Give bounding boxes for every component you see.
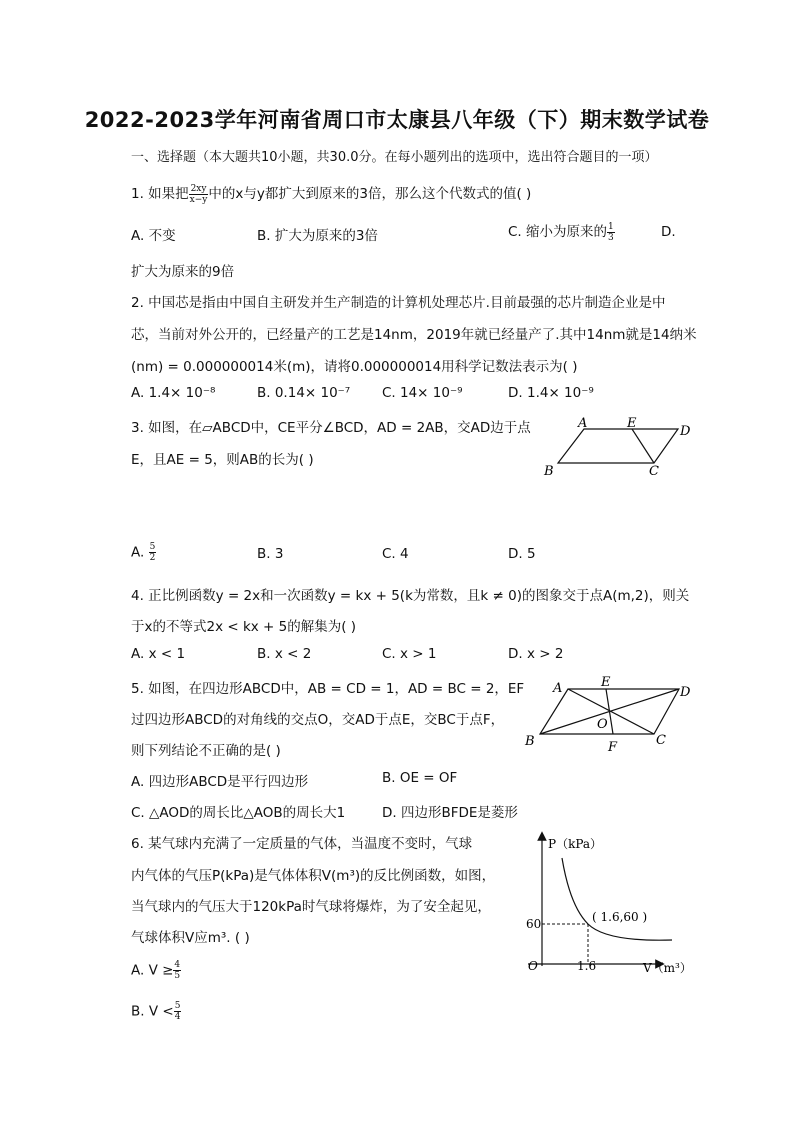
inverse-curve — [562, 858, 672, 940]
quadrilateral-figure-q5 — [520, 672, 695, 754]
page-title: 2022-2023学年河南省周口市太康县八年级（下）期末数学试卷 — [84, 108, 710, 132]
question-6-line-3: 当气球内的气压大于120kPa时气球将爆炸，为了安全起见， — [131, 899, 491, 915]
q5-option-b: B. OE = OF — [382, 770, 458, 786]
q5-option-c: C. △AOD的周长比△AOB的周长大1 — [131, 805, 346, 821]
origin-label: O — [528, 959, 538, 973]
q2-option-a: A. 1.4× 10⁻⁸ — [131, 385, 216, 401]
question-1: 1. 如果把 $\frac{2xy}{x-y}$ 中的x与y都扩大到原来的3倍，那么这个代数式的值( ) — [131, 183, 532, 205]
y-tick-label: 60 — [526, 917, 542, 931]
q6-option-a: A. V ≥ $\frac{4}{5}$ — [131, 960, 181, 981]
x-axis-label: V（m³） — [643, 961, 692, 975]
q3-option-b: B. 3 — [257, 546, 284, 562]
question-5-line-1: 5. 如图，在四边形ABCD中，AB = CD = 1，AD = BC = 2，EF — [131, 681, 525, 697]
section-heading: 一、选择题（本大题共10小题，共30.0分。在每小题列出的选项中，选出符合题目的一项） — [131, 150, 658, 165]
label-c: C — [656, 733, 666, 748]
q3-option-a: A. $\frac{5}{2}$ — [131, 542, 156, 563]
parallelogram-figure-q3 — [538, 413, 698, 483]
question-6-line-1: 6. 某气球内充满了一定质量的气体，当温度不变时，气球 — [131, 836, 473, 852]
q4-option-c: C. x > 1 — [382, 646, 437, 662]
x-tick-label: 1.6 — [577, 959, 597, 973]
question-4-line-1: 4. 正比例函数y = 2x和一次函数y = kx + 5(k为常数，且k ≠ 0)的图象交于点A(m,2)，则关 — [131, 588, 690, 604]
label-o: O — [597, 717, 608, 732]
question-3-line-2: E，且AE = 5，则AB的长为( ) — [131, 452, 314, 468]
q3-option-d: D. 5 — [508, 546, 536, 562]
q1-option-d: D. — [661, 224, 676, 240]
question-4-line-2: 于x的不等式2x < kx + 5的解集为( ) — [131, 619, 357, 635]
label-e: E — [601, 675, 611, 690]
point-label: ( 1.6,60 ) — [592, 910, 648, 924]
label-a: A — [553, 681, 563, 696]
question-2-line-3: (nm) = 0.000000014米(m)，请将0.000000014用科学记数法表示为( ) — [131, 359, 578, 375]
label-d: D — [680, 685, 691, 700]
q3-option-c: C. 4 — [382, 546, 409, 562]
q2-option-d: D. 1.4× 10⁻⁹ — [508, 385, 594, 401]
q5-option-d: D. 四边形BFDE是菱形 — [382, 805, 518, 821]
q4-option-b: B. x < 2 — [257, 646, 312, 662]
question-3-line-1: 3. 如图，在▱ABCD中，CE平分∠BCD，AD = 2AB，交AD边于点 — [131, 420, 531, 436]
question-5-line-2: 过四边形ABCD的对角线的交点O，交AD于点E，交BC于点F， — [131, 712, 505, 728]
q2-option-c: C. 14× 10⁻⁹ — [382, 385, 463, 401]
question-6-line-4: 气球体积V应m³. ( ) — [131, 930, 250, 946]
q2-option-b: B. 0.14× 10⁻⁷ — [257, 385, 351, 401]
label-d: D — [680, 424, 691, 439]
y-axis-label: P（kPa） — [548, 837, 603, 851]
fraction: $\frac{2xy}{x-y}$ — [189, 183, 208, 205]
q4-option-d: D. x > 2 — [508, 646, 564, 662]
q1-option-b: B. 扩大为原来的3倍 — [257, 228, 378, 244]
label-b: B — [544, 464, 554, 479]
label-c: C — [649, 464, 659, 479]
q4-option-a: A. x < 1 — [131, 646, 186, 662]
label-e: E — [627, 416, 637, 431]
q6-option-b: B. V < $\frac{5}{4}$ — [131, 1001, 181, 1022]
question-2-line-2: 芯，当前对外公开的，已经量产的工艺是14nm，2019年就已经量产了.其中14nm就是14纳米 — [131, 327, 697, 343]
q1-option-c: C. 缩小为原来的 $\frac{1}{3}$ — [508, 221, 614, 243]
question-2-line-1: 2. 中国芯是指由中国自主研发并生产制造的计算机处理芯片.目前最强的芯片制造企业是中 — [131, 295, 666, 311]
q5-option-a: A. 四边形ABCD是平行四边形 — [131, 774, 309, 790]
label-a: A — [578, 416, 588, 431]
question-5-line-3: 则下列结论不正确的是( ) — [131, 743, 281, 759]
label-f: F — [608, 740, 618, 754]
question-6-line-2: 内气体的气压P(kPa)是气体体积V(m³)的反比例函数，如图， — [131, 868, 496, 884]
q1-option-d-cont: 扩大为原来的9倍 — [131, 264, 235, 280]
label-b: B — [525, 734, 535, 749]
q1-option-a: A. 不变 — [131, 228, 176, 244]
pressure-volume-graph — [500, 826, 700, 986]
